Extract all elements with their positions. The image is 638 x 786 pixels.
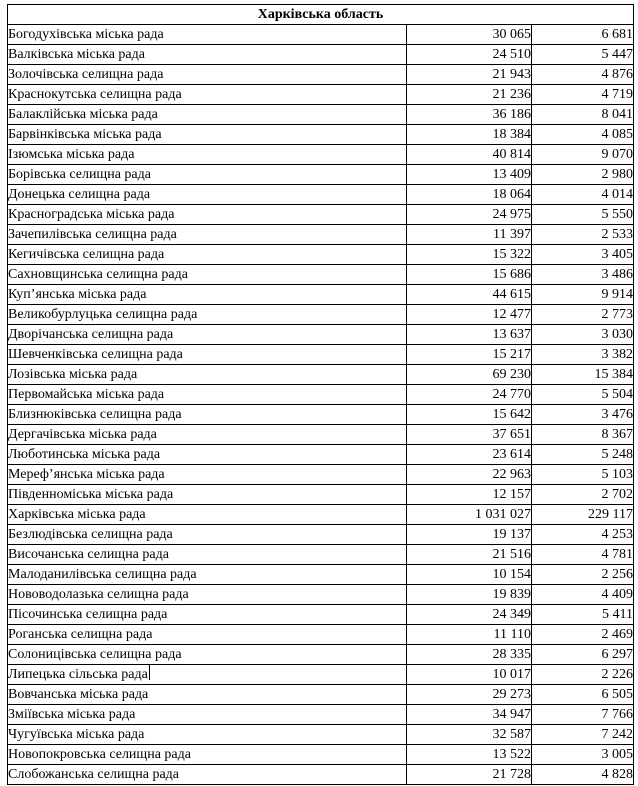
value-2-cell[interactable]: 4 253	[532, 525, 634, 545]
table-row[interactable]	[8, 145, 634, 165]
value-2-cell[interactable]: 5 504	[532, 385, 634, 405]
community-name-cell[interactable]	[8, 605, 407, 625]
community-name-cell[interactable]	[8, 505, 407, 525]
community-name: Нововодолазька селищна рада	[8, 587, 189, 602]
community-name-cell[interactable]	[8, 705, 407, 725]
value-1-cell[interactable]: 15 686	[407, 265, 532, 285]
community-name-cell[interactable]	[8, 465, 407, 485]
community-name: Малоданилівська селищна рада	[8, 567, 197, 582]
community-name: Зміївська міська рада	[8, 707, 136, 722]
value-2-cell[interactable]: 4 876	[532, 65, 634, 85]
table-row[interactable]	[8, 245, 634, 265]
value-2-cell[interactable]: 9 914	[532, 285, 634, 305]
community-name: Донецька селищна рада	[8, 187, 151, 202]
community-name-cell[interactable]	[8, 445, 407, 465]
table-row[interactable]	[8, 565, 634, 585]
value-1-cell[interactable]: 15 642	[407, 405, 532, 425]
value-1-cell[interactable]: 32 587	[407, 725, 532, 745]
community-name-cell[interactable]	[8, 305, 407, 325]
value-2-cell[interactable]: 15 384	[532, 365, 634, 385]
value-2-cell[interactable]: 8 367	[532, 425, 634, 445]
table-row[interactable]	[8, 425, 634, 445]
table-row[interactable]	[8, 25, 634, 45]
community-name-cell[interactable]	[8, 85, 407, 105]
community-table	[7, 4, 634, 785]
community-name-cell[interactable]	[8, 485, 407, 505]
community-name: Краснокутська селищна рада	[8, 87, 182, 102]
value-1-cell[interactable]: 18 064	[407, 185, 532, 205]
community-name-cell[interactable]	[8, 385, 407, 405]
value-2-cell[interactable]: 4 085	[532, 125, 634, 145]
community-name: Сахновщинська селищна рада	[8, 267, 188, 282]
value-1-cell[interactable]: 13 522	[407, 745, 532, 765]
community-name-cell[interactable]	[8, 745, 407, 765]
table-row[interactable]	[8, 545, 634, 565]
value-2-cell[interactable]: 3 005	[532, 745, 634, 765]
value-1-cell[interactable]: 11 110	[407, 625, 532, 645]
value-2-cell[interactable]: 3 382	[532, 345, 634, 365]
value-2-cell[interactable]: 2 702	[532, 485, 634, 505]
value-1-cell[interactable]: 15 217	[407, 345, 532, 365]
value-2-cell[interactable]: 4 828	[532, 765, 634, 785]
community-name: Красноградська міська рада	[8, 207, 175, 222]
community-name-cell[interactable]	[8, 105, 407, 125]
table-row[interactable]	[8, 685, 634, 705]
value-1-cell[interactable]: 44 615	[407, 285, 532, 305]
value-2-cell[interactable]: 5 103	[532, 465, 634, 485]
value-1-cell[interactable]: 13 637	[407, 325, 532, 345]
table-row[interactable]	[8, 125, 634, 145]
table-row[interactable]	[8, 225, 634, 245]
community-name-cell[interactable]	[8, 225, 407, 245]
value-1-cell[interactable]: 21 728	[407, 765, 532, 785]
table-row[interactable]	[8, 605, 634, 625]
value-1-cell[interactable]: 19 137	[407, 525, 532, 545]
table-row[interactable]	[8, 345, 634, 365]
community-name-cell[interactable]	[8, 405, 407, 425]
value-1-cell[interactable]: 11 397	[407, 225, 532, 245]
community-name-cell[interactable]	[8, 665, 407, 685]
community-name-cell[interactable]	[8, 265, 407, 285]
table-row[interactable]	[8, 645, 634, 665]
value-2-cell[interactable]: 3 476	[532, 405, 634, 425]
table-row[interactable]	[8, 365, 634, 385]
community-name-cell[interactable]	[8, 765, 407, 785]
table-row[interactable]	[8, 285, 634, 305]
value-1-cell[interactable]: 28 335	[407, 645, 532, 665]
table-row[interactable]	[8, 485, 634, 505]
value-2-cell[interactable]: 8 041	[532, 105, 634, 125]
table-row[interactable]	[8, 65, 634, 85]
community-name: Дергачівська міська рада	[8, 427, 157, 442]
value-1-cell[interactable]: 30 065	[407, 25, 532, 45]
region-title: Харківська область	[8, 5, 634, 25]
community-name-cell[interactable]	[8, 625, 407, 645]
value-2-cell[interactable]: 7 766	[532, 705, 634, 725]
value-2-cell[interactable]: 5 411	[532, 605, 634, 625]
table-row[interactable]	[8, 585, 634, 605]
community-name: Новопокровська селищна рада	[8, 747, 191, 762]
value-2-cell[interactable]: 4 781	[532, 545, 634, 565]
table-row[interactable]	[8, 205, 634, 225]
community-name-cell[interactable]	[8, 365, 407, 385]
table-row[interactable]	[8, 85, 634, 105]
value-2-cell[interactable]: 2 226	[532, 665, 634, 685]
value-1-cell[interactable]: 19 839	[407, 585, 532, 605]
value-2-cell[interactable]: 2 773	[532, 305, 634, 325]
community-name: Чугуївська міська рада	[8, 727, 145, 742]
value-2-cell[interactable]: 4 014	[532, 185, 634, 205]
community-name-cell[interactable]	[8, 45, 407, 65]
community-name: Ізюмська міська рада	[8, 147, 135, 162]
table-row[interactable]	[8, 705, 634, 725]
community-name: Мереф’янська міська рада	[8, 467, 165, 482]
value-2-cell[interactable]: 9 070	[532, 145, 634, 165]
value-1-cell[interactable]: 24 349	[407, 605, 532, 625]
value-1-cell[interactable]: 21 516	[407, 545, 532, 565]
value-1-cell[interactable]: 29 273	[407, 685, 532, 705]
community-name: Роганська селищна рада	[8, 627, 153, 642]
community-name-cell[interactable]	[8, 25, 407, 45]
value-2-cell[interactable]: 2 980	[532, 165, 634, 185]
community-name-cell[interactable]	[8, 165, 407, 185]
community-name-cell[interactable]	[8, 565, 407, 585]
value-2-cell[interactable]: 4 409	[532, 585, 634, 605]
value-2-cell[interactable]: 2 533	[532, 225, 634, 245]
value-1-cell[interactable]: 24 510	[407, 45, 532, 65]
community-name-cell[interactable]	[8, 645, 407, 665]
value-2-cell[interactable]: 6 681	[532, 25, 634, 45]
community-name: Зачепилівська селищна рада	[8, 227, 177, 242]
value-1-cell[interactable]: 12 477	[407, 305, 532, 325]
community-name-cell[interactable]	[8, 725, 407, 745]
value-1-cell[interactable]: 24 770	[407, 385, 532, 405]
value-2-cell[interactable]: 6 505	[532, 685, 634, 705]
value-2-cell[interactable]: 3 405	[532, 245, 634, 265]
value-1-cell[interactable]: 12 157	[407, 485, 532, 505]
value-1-cell[interactable]: 23 614	[407, 445, 532, 465]
table-row[interactable]	[8, 625, 634, 645]
table-header-row	[8, 5, 634, 25]
value-1-cell[interactable]: 36 186	[407, 105, 532, 125]
text-cursor	[149, 665, 150, 680]
community-name: Кегичівська селищна рада	[8, 247, 165, 262]
value-1-cell[interactable]: 37 651	[407, 425, 532, 445]
community-name-cell[interactable]	[8, 545, 407, 565]
community-name: Куп’янська міська рада	[8, 287, 147, 302]
table-row[interactable]	[8, 305, 634, 325]
value-2-cell[interactable]: 7 242	[532, 725, 634, 745]
value-2-cell[interactable]: 2 256	[532, 565, 634, 585]
community-name: Липецька сільська рада	[8, 667, 148, 682]
value-2-cell[interactable]: 4 719	[532, 85, 634, 105]
value-1-cell[interactable]: 10 017	[407, 665, 532, 685]
table-row[interactable]	[8, 185, 634, 205]
value-2-cell[interactable]: 3 030	[532, 325, 634, 345]
value-1-cell[interactable]: 21 236	[407, 85, 532, 105]
community-name: Височанська селищна рада	[8, 547, 169, 562]
community-name-cell[interactable]	[8, 425, 407, 445]
community-name: Слобожанська селищна рада	[8, 767, 179, 782]
value-1-cell[interactable]: 15 322	[407, 245, 532, 265]
community-name-cell[interactable]	[8, 685, 407, 705]
community-name: Шевченківська селищна рада	[8, 347, 183, 362]
value-2-cell[interactable]: 5 550	[532, 205, 634, 225]
table-row[interactable]	[8, 745, 634, 765]
value-2-cell[interactable]: 6 297	[532, 645, 634, 665]
table-row[interactable]	[8, 445, 634, 465]
community-name: Близнюківська селищна рада	[8, 407, 182, 422]
table-row[interactable]	[8, 45, 634, 65]
value-1-cell[interactable]: 22 963	[407, 465, 532, 485]
value-2-cell[interactable]: 5 447	[532, 45, 634, 65]
community-name: Пісочинська селищна рада	[8, 607, 168, 622]
community-name: Золочівська селищна рада	[8, 67, 164, 82]
community-name: Первомайська міська рада	[8, 387, 165, 402]
community-name: Люботинська міська рада	[8, 447, 161, 462]
value-1-cell[interactable]: 13 409	[407, 165, 532, 185]
community-name-cell[interactable]	[8, 125, 407, 145]
value-2-cell[interactable]: 3 486	[532, 265, 634, 285]
community-name-cell[interactable]	[8, 525, 407, 545]
table-row[interactable]	[8, 325, 634, 345]
value-2-cell[interactable]: 5 248	[532, 445, 634, 465]
community-name: Валківська міська рада	[8, 47, 145, 62]
community-name-cell[interactable]	[8, 585, 407, 605]
community-name-cell[interactable]	[8, 185, 407, 205]
value-1-cell[interactable]: 10 154	[407, 565, 532, 585]
community-name-cell[interactable]	[8, 345, 407, 365]
table-row[interactable]	[8, 165, 634, 185]
table-row[interactable]	[8, 385, 634, 405]
table-row[interactable]	[8, 265, 634, 285]
table-row[interactable]	[8, 505, 634, 525]
community-name: Південноміська міська рада	[8, 487, 174, 502]
community-name: Балаклійська міська рада	[8, 107, 158, 122]
table-row[interactable]	[8, 405, 634, 425]
value-1-cell[interactable]: 1 031 027	[407, 505, 532, 525]
value-1-cell[interactable]: 21 943	[407, 65, 532, 85]
community-name: Солоницівська селищна рада	[8, 647, 182, 662]
value-1-cell[interactable]: 24 975	[407, 205, 532, 225]
community-name: Дворічанська селищна рада	[8, 327, 174, 342]
community-name-cell[interactable]	[8, 65, 407, 85]
community-name-cell[interactable]	[8, 285, 407, 305]
community-name: Богодухівська міська рада	[8, 27, 164, 42]
value-1-cell[interactable]: 18 384	[407, 125, 532, 145]
community-name-cell[interactable]	[8, 205, 407, 225]
community-name: Безлюдівська селищна рада	[8, 527, 173, 542]
value-2-cell[interactable]: 229 117	[532, 505, 634, 525]
community-name: Лозівська міська рада	[8, 367, 138, 382]
table-row[interactable]	[8, 525, 634, 545]
community-name-cell[interactable]	[8, 245, 407, 265]
community-name-cell[interactable]	[8, 145, 407, 165]
community-name-cell[interactable]	[8, 325, 407, 345]
value-1-cell[interactable]: 40 814	[407, 145, 532, 165]
table-row[interactable]	[8, 465, 634, 485]
value-2-cell[interactable]: 2 469	[532, 625, 634, 645]
community-name: Харківська міська рада	[8, 507, 146, 522]
value-1-cell[interactable]: 34 947	[407, 705, 532, 725]
community-name: Великобурлуцька селищна рада	[8, 307, 198, 322]
table-row[interactable]	[8, 665, 634, 685]
community-name: Борівська селищна рада	[8, 167, 151, 182]
community-name: Барвінківська міська рада	[8, 127, 162, 142]
community-name: Вовчанська міська рада	[8, 687, 149, 702]
table-row[interactable]	[8, 765, 634, 785]
table-row[interactable]	[8, 105, 634, 125]
value-1-cell[interactable]: 69 230	[407, 365, 532, 385]
table-row[interactable]	[8, 725, 634, 745]
table-body	[8, 25, 634, 785]
